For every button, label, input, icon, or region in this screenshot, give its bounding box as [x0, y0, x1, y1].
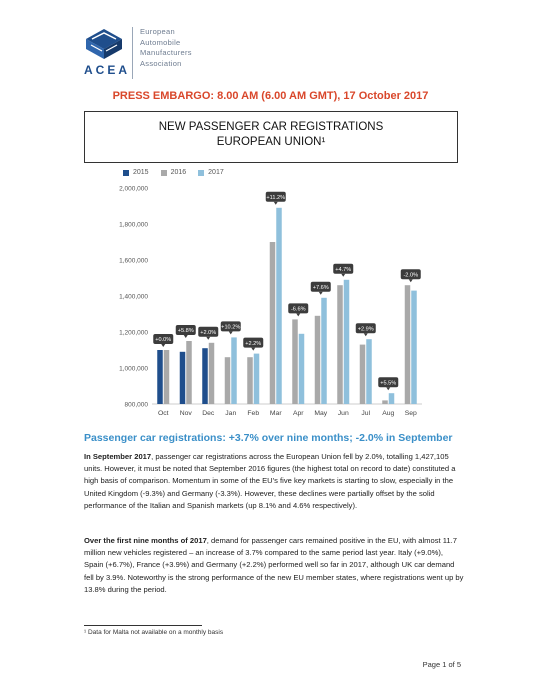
bar-2017: [231, 337, 237, 404]
bar-2016: [209, 343, 215, 404]
title-box: [84, 111, 458, 163]
bar-2017: [254, 354, 260, 404]
change-label: -2.0%: [403, 272, 419, 279]
page-number: Page 1 of 5: [422, 660, 461, 669]
acea-logo: [82, 25, 282, 85]
x-tick-label: Jul: [361, 410, 371, 417]
y-tick-label: 1,800,000: [119, 221, 148, 229]
logo-line-1: European: [140, 27, 175, 36]
change-label: +10.2%: [221, 324, 241, 331]
bar-2017: [276, 208, 282, 404]
paragraph-nine-months-text: , demand for passenger cars remained positive in the EU, with almost 11.7 million new vehicles registered – an increase of 3.7% compared to the same period last year. Italy (+9.0%), Spain (+6.7%), France (+3.9%) and Germany (+2.2%) performed well so far in 2017, although UK car demand fell by 3.9%. Noteworthy is the strong performance of the new EU member states, where registrations went up by 13.8% during the period.: [84, 536, 464, 594]
bar-2017: [299, 334, 305, 404]
change-label: +0.0%: [155, 337, 172, 344]
x-tick-label: Feb: [247, 410, 260, 417]
change-label-pointer: [409, 279, 413, 282]
change-label: +5.5%: [380, 380, 397, 387]
y-tick-label: 2,000,000: [119, 185, 148, 193]
change-label-pointer: [341, 274, 345, 277]
change-label-pointer: [161, 344, 165, 347]
x-tick-label: Jan: [225, 410, 237, 417]
y-tick-label: 1,600,000: [119, 257, 148, 265]
footnote: ¹ Data for Malta not available on a monthly basis: [84, 629, 224, 636]
y-tick-label: 800,000: [124, 401, 148, 409]
x-tick-label: Aug: [382, 410, 395, 417]
x-tick-label: Mar: [269, 410, 282, 417]
x-tick-label: Nov: [179, 410, 192, 417]
x-tick-label: Apr: [292, 410, 304, 417]
bar-2016: [315, 316, 321, 404]
bar-2016: [405, 285, 411, 404]
change-label-pointer: [386, 387, 390, 390]
change-label: +2.2%: [245, 340, 262, 347]
change-label-pointer: [251, 348, 255, 351]
bar-2016: [292, 319, 298, 404]
change-label: +5.8%: [177, 328, 194, 335]
bar-2016: [360, 345, 366, 404]
change-label-pointer: [229, 331, 233, 334]
bar-2015: [202, 348, 208, 404]
bar-2017: [366, 339, 372, 404]
bar-2016: [247, 357, 253, 404]
legend-label-2017: 2017: [208, 169, 224, 176]
acea-logo-icon: [82, 25, 126, 61]
change-label: -6.6%: [290, 306, 306, 313]
bar-2017: [389, 393, 395, 404]
bar-2016: [270, 242, 276, 404]
legend-label-2015: 2015: [133, 169, 149, 176]
logo-acea-text: ACEA: [84, 63, 131, 77]
paragraph-september-text: , passenger car registrations across the European Union fell by 2.0%, totalling 1,427,105 units. However, it must be noted that September 2016 figures (the highest total on record to date) constituted a high basis of comparison. Momentum in some of the EU's five key markets is starting to slow, especially in the United Kingdom (-9.3%) and Germany (-3.3%). However, these declines were partially offset by the solid performance of the Italian and Spanish markets (up 8.1% and 4.6% respectively).: [84, 452, 456, 510]
change-label-pointer: [296, 313, 300, 316]
logo-line-2: Automobile: [140, 37, 181, 47]
paragraph-september: [84, 451, 464, 512]
title-line-1: NEW PASSENGER CAR REGISTRATIONS: [158, 121, 384, 133]
footnote-rule: [84, 625, 202, 626]
bar-2016: [337, 285, 343, 404]
change-label: +4.7%: [335, 267, 352, 273]
change-label-pointer: [319, 292, 323, 295]
logo-line-4: Association: [140, 58, 182, 68]
x-tick-label: Oct: [157, 410, 169, 417]
x-tick-label: Jun: [337, 410, 349, 417]
paragraph-september-lead: In September 2017: [84, 452, 152, 461]
bar-2016: [382, 400, 388, 404]
logo-org-name: [140, 27, 192, 69]
change-label: +2.0%: [200, 330, 217, 336]
change-label: +2.9%: [357, 326, 374, 333]
bar-2017: [321, 298, 327, 404]
change-label: +7.6%: [312, 285, 329, 291]
y-tick-label: 1,400,000: [119, 293, 148, 301]
bar-2017: [344, 280, 350, 404]
legend-label-2016: 2016: [170, 169, 187, 176]
bar-2016: [225, 357, 231, 404]
change-label-pointer: [184, 335, 188, 338]
paragraph-nine-months: [84, 535, 464, 596]
change-label-pointer: [206, 337, 210, 340]
change-label: +11.2%: [266, 195, 286, 201]
registrations-bar-chart: [110, 168, 430, 418]
logo-divider: [132, 27, 133, 79]
bar-2017: [411, 291, 417, 404]
bar-2016: [186, 341, 192, 404]
change-label-pointer: [364, 333, 368, 336]
press-embargo: PRESS EMBARGO: 8.00 AM (6.00 AM GMT), 17 October 2017: [112, 90, 429, 102]
change-label-pointer: [274, 202, 278, 205]
bar-2016: [164, 350, 170, 404]
x-tick-label: Dec: [202, 410, 215, 417]
logo-line-3: Manufacturers: [140, 48, 192, 57]
x-tick-label: May: [314, 410, 328, 417]
y-tick-label: 1,200,000: [119, 329, 148, 337]
bar-2015: [157, 350, 163, 404]
bar-2015: [180, 352, 186, 404]
y-tick-label: 1,000,000: [119, 365, 148, 373]
title-line-2: EUROPEAN UNION¹: [216, 136, 326, 148]
paragraph-nine-months-lead: Over the first nine months of 2017: [84, 536, 207, 545]
section-heading: Passenger car registrations: +3.7% over nine months; -2.0% in September: [84, 432, 453, 444]
x-tick-label: Sep: [404, 410, 417, 417]
